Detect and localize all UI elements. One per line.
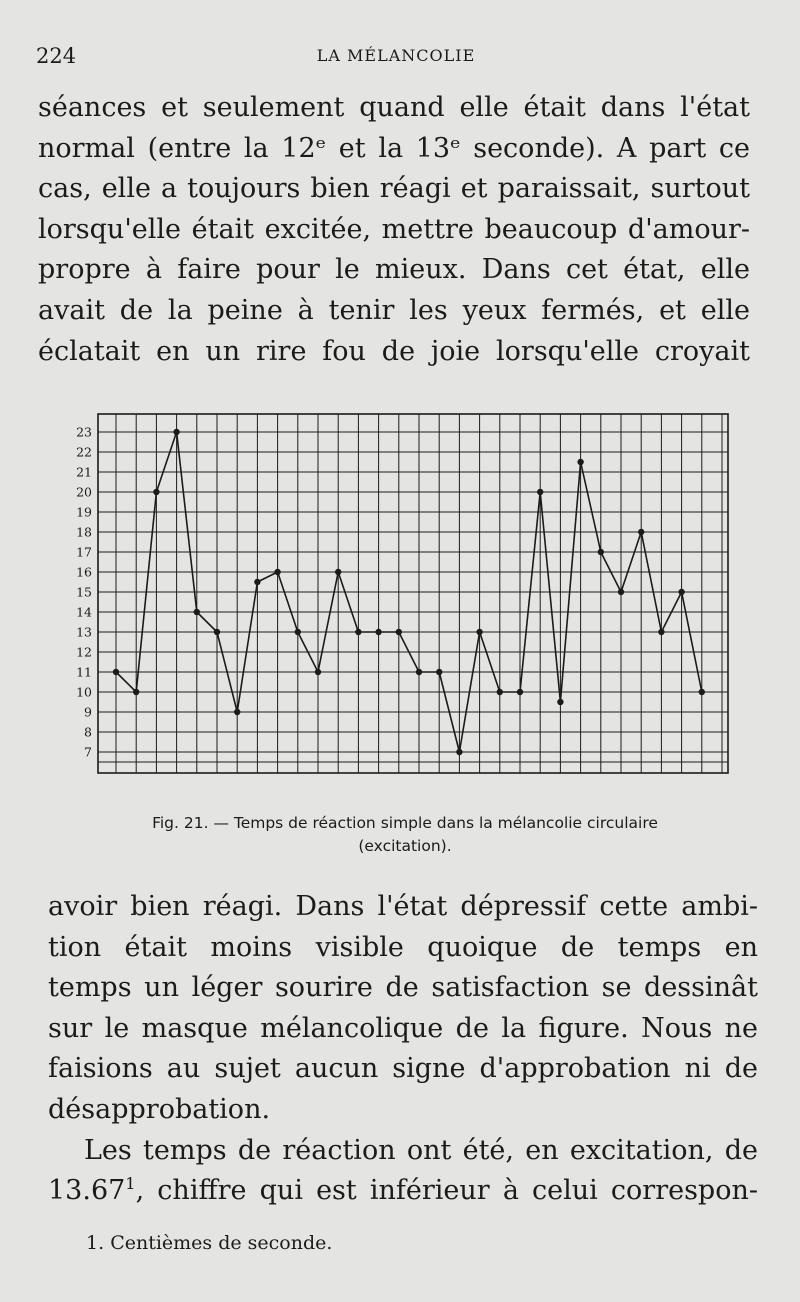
caption-line-2: (excitation). xyxy=(358,837,452,855)
data-point xyxy=(497,689,503,695)
data-point xyxy=(638,529,644,535)
y-tick-label: 15 xyxy=(76,584,92,600)
text-line: lorsqu'elle était excitée, mettre beaucoup d'amour- xyxy=(38,213,750,245)
text-line: faisions au sujet aucun signe d'approbation ni de xyxy=(48,1053,758,1085)
text-line: normal (entre la 12ᵉ et la 13ᵉ seconde). A part ce xyxy=(38,132,750,164)
y-tick-label: 21 xyxy=(76,464,92,480)
figure-21-chart xyxy=(60,405,750,785)
y-tick-label: 7 xyxy=(84,744,92,760)
y-tick-label: 10 xyxy=(76,684,92,700)
data-point xyxy=(153,489,159,495)
y-tick-label: 18 xyxy=(76,524,92,540)
data-point xyxy=(274,569,280,575)
footnote-marker: 1. xyxy=(86,1232,105,1254)
y-tick-label: 11 xyxy=(76,664,92,680)
data-point xyxy=(416,669,422,675)
y-tick-label: 17 xyxy=(76,544,92,560)
data-point xyxy=(375,629,381,635)
data-point xyxy=(537,489,543,495)
text-line: avait de la peine à tenir les yeux fermés, et elle xyxy=(38,294,750,326)
text-line: séances et seulement quand elle était dans l'état xyxy=(38,92,750,123)
data-point xyxy=(173,429,179,435)
y-tick-label: 20 xyxy=(76,484,92,500)
data-point xyxy=(295,629,301,635)
data-point xyxy=(699,689,705,695)
text-line: Les temps de réaction ont été, en excitation, de xyxy=(84,1134,758,1166)
data-point xyxy=(335,569,341,575)
data-point xyxy=(355,629,361,635)
footnote xyxy=(86,1232,332,1254)
y-tick-label: 14 xyxy=(76,604,92,620)
text-line: sur le masque mélancolique de la figure. Nous ne xyxy=(48,1012,758,1044)
text-line: cas, elle a toujours bien réagi et paraissait, surtout xyxy=(38,173,750,205)
data-point xyxy=(214,629,220,635)
text-line: éclatait en un rire fou de joie lorsqu'elle croyait xyxy=(38,335,750,367)
data-point xyxy=(234,709,240,715)
y-tick-label: 9 xyxy=(84,704,92,720)
data-point xyxy=(254,579,260,585)
text-continuation: , chiffre qui est inférieur à celui correspon- xyxy=(135,1175,758,1207)
y-tick-label: 23 xyxy=(76,424,92,440)
y-tick-label: 12 xyxy=(76,644,92,660)
data-point xyxy=(517,689,523,695)
y-tick-label: 13 xyxy=(76,624,92,640)
data-point xyxy=(618,589,624,595)
data-point xyxy=(598,549,604,555)
reaction-time-line-chart xyxy=(60,405,750,785)
data-point xyxy=(658,629,664,635)
y-tick-label: 19 xyxy=(76,504,92,520)
top-paragraph xyxy=(38,88,750,372)
footnote-text: Centièmes de seconde. xyxy=(110,1232,333,1254)
y-tick-label: 16 xyxy=(76,564,92,580)
data-point xyxy=(113,669,119,675)
data-point xyxy=(476,629,482,635)
data-point xyxy=(436,669,442,675)
y-tick-label: 22 xyxy=(76,444,92,460)
y-tick-label: 8 xyxy=(84,724,92,740)
text-line: avoir bien réagi. Dans l'état dépressif cette ambi- xyxy=(48,891,758,922)
data-point xyxy=(315,669,321,675)
text-line: propre à faire pour le mieux. Dans cet état, elle xyxy=(38,254,750,286)
data-point xyxy=(678,589,684,595)
text-line: désapprobation. xyxy=(48,1093,271,1125)
text-line: tion était moins visible quoique de temps en xyxy=(48,931,758,963)
text-line: temps un léger sourire de satisfaction se dessinât xyxy=(48,972,758,1004)
caption-line-1: Fig. 21. — Temps de réaction simple dans la mélancolie circulaire xyxy=(152,814,658,832)
bottom-paragraph xyxy=(48,887,758,1212)
reaction-time-value: 13.67 xyxy=(48,1175,126,1207)
data-point xyxy=(557,699,563,705)
plot-frame xyxy=(98,414,728,773)
data-point xyxy=(577,459,583,465)
data-point xyxy=(396,629,402,635)
data-point xyxy=(133,689,139,695)
page-header xyxy=(36,44,756,74)
data-point xyxy=(456,749,462,755)
page-number: 224 xyxy=(36,44,77,68)
figure-caption xyxy=(60,812,750,858)
text-line-with-note xyxy=(48,1171,758,1212)
running-title: LA MÉLANCOLIE xyxy=(316,46,476,65)
footnote-reference: 1 xyxy=(125,1174,136,1194)
data-point xyxy=(194,609,200,615)
